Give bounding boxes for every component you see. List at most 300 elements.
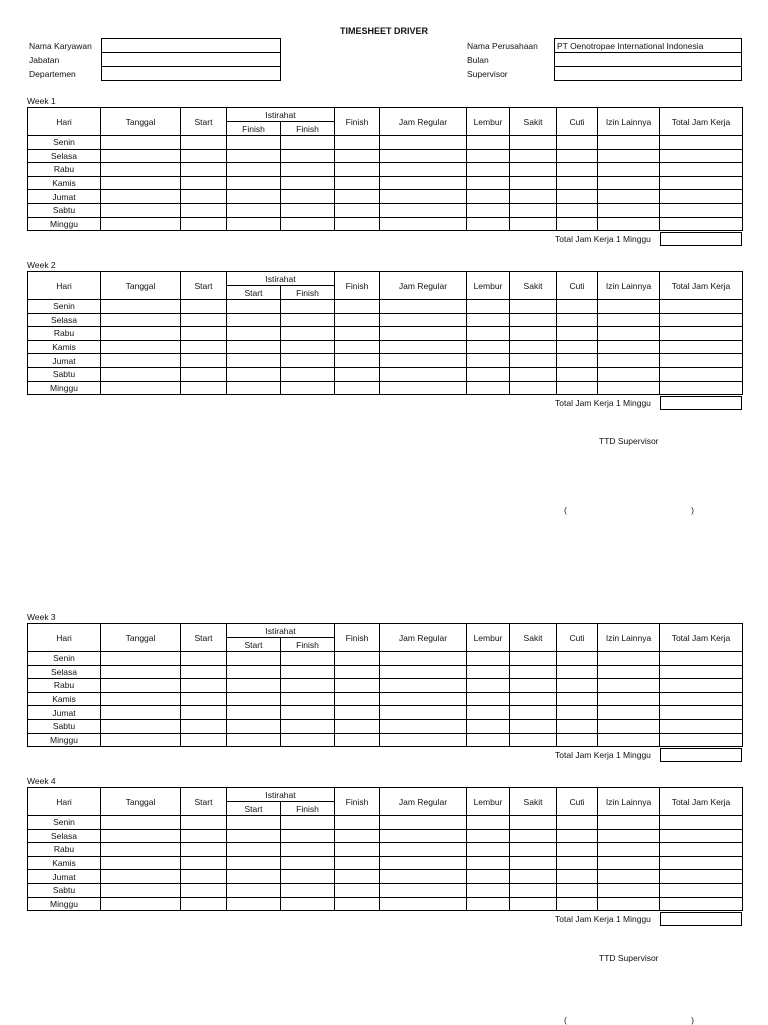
entry-cell[interactable] [335,354,380,368]
employee-name-field[interactable] [102,39,281,53]
entry-cell[interactable] [510,354,557,368]
entry-cell[interactable] [557,719,598,733]
entry-cell[interactable] [598,327,660,341]
entry-cell[interactable] [660,870,743,884]
entry-cell[interactable] [335,217,380,231]
entry-cell[interactable] [380,136,467,150]
entry-cell[interactable] [660,733,743,747]
entry-cell[interactable] [660,719,743,733]
entry-cell[interactable] [335,897,380,911]
entry-cell[interactable] [598,149,660,163]
entry-cell[interactable] [380,733,467,747]
entry-cell[interactable] [227,692,281,706]
entry-cell[interactable] [227,190,281,204]
entry-cell[interactable] [557,149,598,163]
entry-cell[interactable] [598,217,660,231]
entry-cell[interactable] [598,829,660,843]
entry-cell[interactable] [467,652,510,666]
entry-cell[interactable] [598,692,660,706]
entry-cell[interactable] [660,327,743,341]
entry-cell[interactable] [660,354,743,368]
entry-cell[interactable] [335,816,380,830]
entry-cell[interactable] [335,313,380,327]
entry-cell[interactable] [467,679,510,693]
entry-cell[interactable] [510,706,557,720]
entry-cell[interactable] [227,870,281,884]
entry-cell[interactable] [335,300,380,314]
entry-cell[interactable] [281,883,335,897]
entry-cell[interactable] [227,367,281,381]
entry-cell[interactable] [101,203,181,217]
entry-cell[interactable] [557,870,598,884]
entry-cell[interactable] [101,733,181,747]
entry-cell[interactable] [335,652,380,666]
entry-cell[interactable] [335,843,380,857]
entry-cell[interactable] [281,300,335,314]
entry-cell[interactable] [598,203,660,217]
entry-cell[interactable] [510,367,557,381]
entry-cell[interactable] [598,665,660,679]
entry-cell[interactable] [510,692,557,706]
entry-cell[interactable] [335,706,380,720]
entry-cell[interactable] [510,149,557,163]
entry-cell[interactable] [380,706,467,720]
entry-cell[interactable] [335,870,380,884]
entry-cell[interactable] [101,300,181,314]
entry-cell[interactable] [380,829,467,843]
entry-cell[interactable] [101,883,181,897]
entry-cell[interactable] [380,176,467,190]
entry-cell[interactable] [101,327,181,341]
entry-cell[interactable] [557,203,598,217]
entry-cell[interactable] [181,354,227,368]
entry-cell[interactable] [335,679,380,693]
entry-cell[interactable] [181,883,227,897]
weekly-total-field[interactable] [660,232,742,246]
entry-cell[interactable] [335,367,380,381]
entry-cell[interactable] [467,883,510,897]
entry-cell[interactable] [660,217,743,231]
entry-cell[interactable] [101,829,181,843]
entry-cell[interactable] [380,897,467,911]
entry-cell[interactable] [510,300,557,314]
entry-cell[interactable] [181,816,227,830]
entry-cell[interactable] [557,163,598,177]
entry-cell[interactable] [281,367,335,381]
entry-cell[interactable] [227,163,281,177]
entry-cell[interactable] [660,340,743,354]
entry-cell[interactable] [181,203,227,217]
entry-cell[interactable] [598,300,660,314]
entry-cell[interactable] [380,367,467,381]
entry-cell[interactable] [467,719,510,733]
entry-cell[interactable] [181,136,227,150]
entry-cell[interactable] [181,217,227,231]
entry-cell[interactable] [227,665,281,679]
entry-cell[interactable] [335,149,380,163]
entry-cell[interactable] [510,163,557,177]
entry-cell[interactable] [598,719,660,733]
entry-cell[interactable] [467,665,510,679]
entry-cell[interactable] [101,719,181,733]
entry-cell[interactable] [598,340,660,354]
entry-cell[interactable] [335,381,380,395]
entry-cell[interactable] [510,381,557,395]
entry-cell[interactable] [380,327,467,341]
entry-cell[interactable] [101,136,181,150]
entry-cell[interactable] [598,381,660,395]
entry-cell[interactable] [335,327,380,341]
entry-cell[interactable] [181,870,227,884]
entry-cell[interactable] [510,176,557,190]
entry-cell[interactable] [380,870,467,884]
entry-cell[interactable] [227,381,281,395]
entry-cell[interactable] [380,652,467,666]
entry-cell[interactable] [281,897,335,911]
entry-cell[interactable] [281,843,335,857]
entry-cell[interactable] [181,300,227,314]
company-name-field[interactable]: PT Oenotropae International Indonesia [555,39,742,53]
entry-cell[interactable] [281,665,335,679]
entry-cell[interactable] [510,870,557,884]
entry-cell[interactable] [380,381,467,395]
entry-cell[interactable] [380,679,467,693]
entry-cell[interactable] [227,340,281,354]
entry-cell[interactable] [281,719,335,733]
entry-cell[interactable] [281,340,335,354]
entry-cell[interactable] [227,816,281,830]
entry-cell[interactable] [510,217,557,231]
entry-cell[interactable] [181,313,227,327]
weekly-total-field[interactable] [660,912,742,926]
entry-cell[interactable] [660,313,743,327]
entry-cell[interactable] [598,176,660,190]
entry-cell[interactable] [181,340,227,354]
entry-cell[interactable] [380,883,467,897]
entry-cell[interactable] [181,381,227,395]
entry-cell[interactable] [510,679,557,693]
entry-cell[interactable] [660,679,743,693]
entry-cell[interactable] [227,829,281,843]
entry-cell[interactable] [227,843,281,857]
entry-cell[interactable] [467,381,510,395]
entry-cell[interactable] [467,340,510,354]
entry-cell[interactable] [598,367,660,381]
entry-cell[interactable] [557,340,598,354]
entry-cell[interactable] [598,856,660,870]
entry-cell[interactable] [227,652,281,666]
entry-cell[interactable] [557,381,598,395]
entry-cell[interactable] [101,217,181,231]
entry-cell[interactable] [598,136,660,150]
entry-cell[interactable] [467,367,510,381]
entry-cell[interactable] [598,883,660,897]
entry-cell[interactable] [181,706,227,720]
entry-cell[interactable] [660,203,743,217]
entry-cell[interactable] [101,176,181,190]
entry-cell[interactable] [510,203,557,217]
entry-cell[interactable] [660,897,743,911]
position-field[interactable] [102,53,281,67]
entry-cell[interactable] [101,149,181,163]
entry-cell[interactable] [101,354,181,368]
entry-cell[interactable] [227,217,281,231]
entry-cell[interactable] [227,313,281,327]
entry-cell[interactable] [510,816,557,830]
entry-cell[interactable] [227,883,281,897]
entry-cell[interactable] [281,313,335,327]
entry-cell[interactable] [557,733,598,747]
entry-cell[interactable] [598,652,660,666]
entry-cell[interactable] [281,327,335,341]
entry-cell[interactable] [380,665,467,679]
entry-cell[interactable] [181,692,227,706]
entry-cell[interactable] [510,340,557,354]
entry-cell[interactable] [467,313,510,327]
entry-cell[interactable] [281,149,335,163]
entry-cell[interactable] [281,706,335,720]
entry-cell[interactable] [181,149,227,163]
entry-cell[interactable] [510,856,557,870]
entry-cell[interactable] [335,163,380,177]
entry-cell[interactable] [660,136,743,150]
supervisor-field[interactable] [555,67,742,81]
entry-cell[interactable] [467,692,510,706]
entry-cell[interactable] [467,733,510,747]
weekly-total-field[interactable] [660,396,742,410]
entry-cell[interactable] [598,706,660,720]
entry-cell[interactable] [467,300,510,314]
entry-cell[interactable] [380,354,467,368]
entry-cell[interactable] [227,733,281,747]
department-field[interactable] [102,67,281,81]
entry-cell[interactable] [181,176,227,190]
entry-cell[interactable] [467,149,510,163]
entry-cell[interactable] [598,733,660,747]
entry-cell[interactable] [557,354,598,368]
entry-cell[interactable] [557,897,598,911]
entry-cell[interactable] [598,870,660,884]
entry-cell[interactable] [380,816,467,830]
entry-cell[interactable] [380,719,467,733]
entry-cell[interactable] [557,327,598,341]
entry-cell[interactable] [557,843,598,857]
entry-cell[interactable] [227,203,281,217]
entry-cell[interactable] [467,354,510,368]
entry-cell[interactable] [227,856,281,870]
month-field[interactable] [555,53,742,67]
entry-cell[interactable] [660,149,743,163]
entry-cell[interactable] [598,843,660,857]
entry-cell[interactable] [101,313,181,327]
entry-cell[interactable] [281,692,335,706]
entry-cell[interactable] [335,692,380,706]
entry-cell[interactable] [510,883,557,897]
entry-cell[interactable] [101,381,181,395]
entry-cell[interactable] [335,733,380,747]
entry-cell[interactable] [227,176,281,190]
entry-cell[interactable] [467,897,510,911]
entry-cell[interactable] [335,829,380,843]
entry-cell[interactable] [660,816,743,830]
weekly-total-field[interactable] [660,748,742,762]
entry-cell[interactable] [181,367,227,381]
entry-cell[interactable] [281,217,335,231]
entry-cell[interactable] [660,381,743,395]
entry-cell[interactable] [467,327,510,341]
entry-cell[interactable] [467,190,510,204]
entry-cell[interactable] [227,706,281,720]
entry-cell[interactable] [181,652,227,666]
entry-cell[interactable] [281,870,335,884]
entry-cell[interactable] [101,340,181,354]
entry-cell[interactable] [510,313,557,327]
entry-cell[interactable] [660,652,743,666]
entry-cell[interactable] [557,692,598,706]
entry-cell[interactable] [660,706,743,720]
entry-cell[interactable] [181,733,227,747]
entry-cell[interactable] [510,136,557,150]
entry-cell[interactable] [281,354,335,368]
entry-cell[interactable] [281,176,335,190]
entry-cell[interactable] [281,652,335,666]
entry-cell[interactable] [227,149,281,163]
entry-cell[interactable] [281,856,335,870]
entry-cell[interactable] [467,176,510,190]
entry-cell[interactable] [181,190,227,204]
entry-cell[interactable] [101,856,181,870]
entry-cell[interactable] [467,136,510,150]
entry-cell[interactable] [467,843,510,857]
entry-cell[interactable] [598,816,660,830]
entry-cell[interactable] [660,163,743,177]
entry-cell[interactable] [227,327,281,341]
entry-cell[interactable] [181,897,227,911]
entry-cell[interactable] [335,340,380,354]
entry-cell[interactable] [335,719,380,733]
entry-cell[interactable] [467,163,510,177]
entry-cell[interactable] [380,149,467,163]
entry-cell[interactable] [467,816,510,830]
entry-cell[interactable] [557,883,598,897]
entry-cell[interactable] [181,719,227,733]
entry-cell[interactable] [181,163,227,177]
entry-cell[interactable] [660,692,743,706]
entry-cell[interactable] [510,829,557,843]
entry-cell[interactable] [380,340,467,354]
entry-cell[interactable] [510,733,557,747]
entry-cell[interactable] [101,692,181,706]
entry-cell[interactable] [335,176,380,190]
entry-cell[interactable] [660,829,743,843]
entry-cell[interactable] [335,203,380,217]
entry-cell[interactable] [557,679,598,693]
entry-cell[interactable] [557,652,598,666]
entry-cell[interactable] [281,136,335,150]
entry-cell[interactable] [557,367,598,381]
entry-cell[interactable] [510,327,557,341]
entry-cell[interactable] [557,829,598,843]
entry-cell[interactable] [181,856,227,870]
entry-cell[interactable] [181,679,227,693]
entry-cell[interactable] [660,843,743,857]
entry-cell[interactable] [598,190,660,204]
entry-cell[interactable] [281,190,335,204]
entry-cell[interactable] [510,719,557,733]
entry-cell[interactable] [281,203,335,217]
entry-cell[interactable] [380,217,467,231]
entry-cell[interactable] [380,313,467,327]
entry-cell[interactable] [281,816,335,830]
entry-cell[interactable] [227,719,281,733]
entry-cell[interactable] [660,176,743,190]
entry-cell[interactable] [380,203,467,217]
entry-cell[interactable] [510,190,557,204]
entry-cell[interactable] [101,190,181,204]
entry-cell[interactable] [510,843,557,857]
entry-cell[interactable] [101,665,181,679]
entry-cell[interactable] [335,665,380,679]
entry-cell[interactable] [660,300,743,314]
entry-cell[interactable] [467,829,510,843]
entry-cell[interactable] [380,163,467,177]
entry-cell[interactable] [181,327,227,341]
entry-cell[interactable] [510,897,557,911]
entry-cell[interactable] [101,652,181,666]
entry-cell[interactable] [335,136,380,150]
entry-cell[interactable] [557,176,598,190]
entry-cell[interactable] [227,679,281,693]
entry-cell[interactable] [335,883,380,897]
entry-cell[interactable] [660,665,743,679]
entry-cell[interactable] [335,856,380,870]
entry-cell[interactable] [380,856,467,870]
entry-cell[interactable] [281,381,335,395]
entry-cell[interactable] [660,367,743,381]
entry-cell[interactable] [380,692,467,706]
entry-cell[interactable] [101,679,181,693]
entry-cell[interactable] [557,217,598,231]
entry-cell[interactable] [335,190,380,204]
entry-cell[interactable] [227,897,281,911]
entry-cell[interactable] [557,816,598,830]
entry-cell[interactable] [380,190,467,204]
entry-cell[interactable] [660,190,743,204]
entry-cell[interactable] [557,300,598,314]
entry-cell[interactable] [510,652,557,666]
entry-cell[interactable] [598,354,660,368]
entry-cell[interactable] [557,665,598,679]
entry-cell[interactable] [598,679,660,693]
entry-cell[interactable] [101,816,181,830]
entry-cell[interactable] [181,665,227,679]
entry-cell[interactable] [557,856,598,870]
entry-cell[interactable] [557,190,598,204]
entry-cell[interactable] [380,843,467,857]
entry-cell[interactable] [660,883,743,897]
entry-cell[interactable] [380,300,467,314]
entry-cell[interactable] [281,679,335,693]
entry-cell[interactable] [101,843,181,857]
entry-cell[interactable] [467,706,510,720]
entry-cell[interactable] [598,163,660,177]
entry-cell[interactable] [227,354,281,368]
entry-cell[interactable] [467,856,510,870]
entry-cell[interactable] [227,300,281,314]
entry-cell[interactable] [101,163,181,177]
entry-cell[interactable] [598,897,660,911]
entry-cell[interactable] [557,136,598,150]
